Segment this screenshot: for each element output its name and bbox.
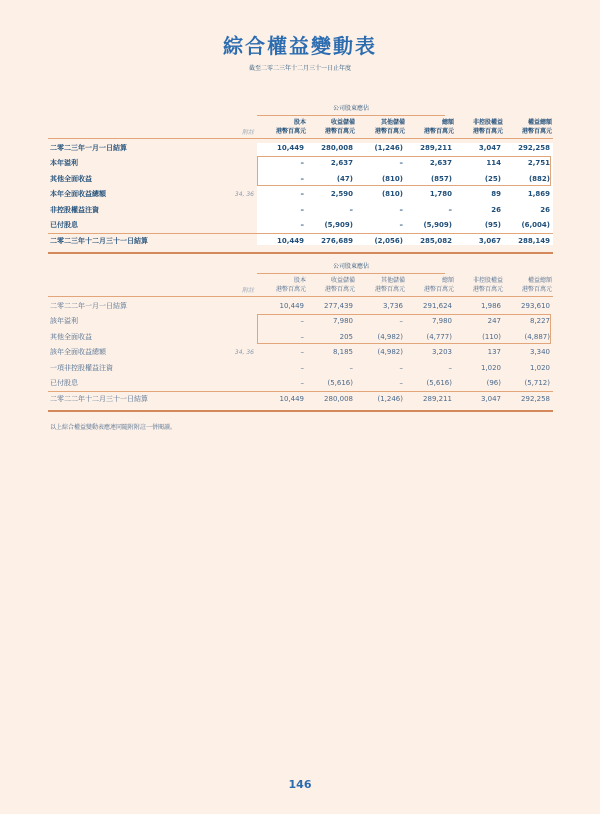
column-unit: 港幣百萬元 (324, 128, 355, 135)
cell-value: 8,227 (529, 317, 550, 326)
column-header (358, 118, 405, 136)
column-unit: 港幣百萬元 (472, 128, 503, 135)
cell-value: (857) (430, 174, 452, 183)
column-name: 非控股權益 (472, 277, 503, 284)
column-name: 股本 (293, 277, 306, 284)
cell-value: – (448, 205, 452, 214)
column-header (259, 276, 306, 294)
cell-value: 3,047 (478, 144, 501, 152)
cell-value: 10,449 (279, 395, 304, 404)
cell-value: 291,624 (423, 302, 452, 310)
cell-value: 26 (540, 205, 550, 214)
cell-value: 293,610 (521, 302, 550, 310)
column-unit: 港幣百萬元 (521, 128, 552, 135)
column-name: 非控股權益 (472, 119, 503, 126)
column-name: 收益儲備 (330, 277, 355, 284)
cell-value: – (300, 379, 304, 387)
cell-value: 10,449 (279, 302, 304, 310)
table-row (48, 299, 553, 314)
column-unit: 港幣百萬元 (374, 286, 405, 293)
cell-value: (1,246) (374, 144, 403, 152)
cell-value: 288,149 (518, 237, 550, 246)
column-name: 其他儲備 (380, 119, 405, 126)
cell-value: 3,067 (478, 237, 501, 246)
cell-value: (882) (528, 174, 550, 183)
cell-value: 292,258 (521, 395, 550, 404)
column-header (456, 276, 503, 294)
cell-value: (5,909) (324, 221, 353, 229)
cell-value: – (399, 221, 403, 229)
cell-value: 3,203 (431, 348, 452, 357)
row-label: 該年全面收益總額 (50, 348, 106, 357)
note-header: 附註 (241, 287, 254, 294)
cell-value: 10,449 (276, 237, 304, 246)
table-row (48, 187, 553, 202)
column-header (358, 276, 405, 294)
column-header (308, 276, 355, 294)
footnote: 以上綜合權益變動表應連同隨附附註一併閱讀。 (50, 424, 177, 431)
cell-value: (810) (381, 174, 403, 183)
cell-value: 89 (491, 190, 501, 199)
cell-value: 3,340 (529, 348, 550, 357)
cell-value: (810) (381, 190, 403, 199)
cell-value: 1,020 (529, 363, 550, 372)
column-header (456, 118, 503, 136)
cell-value: 2,751 (527, 159, 550, 168)
cell-value: – (448, 363, 452, 372)
cell-value: 2,637 (429, 159, 452, 168)
cell-value: (5,909) (423, 221, 452, 229)
cell-value: – (300, 190, 304, 199)
cell-value: (2,056) (374, 237, 403, 246)
row-note: 34, 36 (234, 191, 254, 199)
row-label: 非控股權益注資 (50, 205, 99, 214)
row-label: 其他全面收益 (50, 174, 92, 183)
column-header (505, 276, 552, 294)
cell-value: 289,211 (423, 395, 452, 404)
cell-value: 280,008 (324, 395, 353, 404)
cell-value: 8,185 (332, 348, 353, 357)
column-name: 其他儲備 (380, 277, 405, 284)
column-name: 權益總額 (527, 277, 552, 284)
row-label: 二零二二年十二月三十一日結算 (50, 395, 148, 404)
column-unit: 港幣百萬元 (374, 128, 405, 135)
cell-value: 2,590 (330, 190, 353, 199)
table-row (48, 345, 553, 360)
cell-value: (5,616) (426, 379, 452, 387)
cell-value: (4,982) (377, 332, 403, 341)
cell-value: – (399, 317, 403, 326)
cell-value: 26 (491, 205, 501, 214)
column-name: 總額 (441, 119, 454, 126)
cell-value: 7,980 (332, 317, 353, 326)
column-header (505, 118, 552, 136)
profit-oci-box (257, 156, 551, 186)
column-unit: 港幣百萬元 (423, 128, 454, 135)
row-note: 34, 36 (234, 349, 254, 357)
cell-value: (4,982) (377, 348, 403, 357)
cell-value: – (399, 379, 403, 387)
note-header: 附註 (241, 129, 254, 136)
cell-value: – (300, 332, 304, 341)
column-unit: 港幣百萬元 (423, 286, 454, 293)
header-divider (48, 138, 553, 139)
group-header: 公司股東應佔 (257, 103, 445, 116)
page-title: 綜合權益變動表 (223, 34, 377, 58)
cell-value: 3,736 (382, 302, 403, 310)
total-double-rule (48, 408, 553, 412)
profit-oci-box (257, 314, 551, 344)
cell-value: (95) (484, 221, 501, 229)
cell-value: 247 (487, 317, 501, 326)
cell-value: – (300, 363, 304, 372)
row-label: 二零二三年一月一日結算 (50, 144, 127, 152)
group-header: 公司股東應佔 (257, 261, 445, 274)
cell-value: (5,712) (524, 379, 550, 387)
column-name: 收益儲備 (330, 119, 355, 126)
row-label: 本年全面收益總額 (50, 190, 106, 199)
column-unit: 港幣百萬元 (324, 286, 355, 293)
page-subtitle: 截至二零二三年十二月三十一日止年度 (248, 65, 351, 72)
row-label: 該年溢利 (50, 317, 78, 326)
column-header (407, 118, 454, 136)
column-name: 總額 (441, 277, 454, 284)
cell-value: (25) (484, 174, 501, 183)
table-row (48, 391, 553, 407)
row-label: 一項非控股權益注資 (50, 363, 113, 372)
cell-value: 280,008 (321, 144, 353, 152)
cell-value: – (300, 174, 304, 183)
total-double-rule (48, 250, 553, 254)
cell-value: (96) (486, 379, 501, 387)
row-label: 其他全面收益 (50, 332, 92, 341)
cell-value: 1,020 (480, 363, 501, 372)
cell-value: 3,047 (480, 395, 501, 404)
cell-value: 1,869 (527, 190, 550, 199)
column-unit: 港幣百萬元 (275, 286, 306, 293)
table-row (48, 218, 553, 233)
column-unit: 港幣百萬元 (472, 286, 503, 293)
cell-value: – (300, 205, 304, 214)
cell-value: 292,258 (518, 144, 550, 152)
cell-value: (4,887) (524, 332, 550, 341)
cell-value: (5,616) (327, 379, 353, 387)
cell-value: – (349, 205, 353, 214)
table-row (48, 376, 553, 391)
column-unit: 港幣百萬元 (275, 128, 306, 135)
cell-value: – (399, 363, 403, 372)
cell-value: – (399, 159, 403, 168)
cell-value: 205 (339, 332, 353, 341)
cell-value: 277,439 (324, 302, 353, 310)
header-divider (48, 296, 553, 297)
table-row (48, 361, 553, 376)
row-label: 二零二三年十二月三十一日結算 (50, 237, 148, 246)
cell-value: – (300, 221, 304, 229)
cell-value: (47) (336, 174, 353, 183)
cell-value: 137 (487, 348, 501, 357)
column-header (308, 118, 355, 136)
cell-value: 2,637 (330, 159, 353, 168)
column-header (407, 276, 454, 294)
cell-value: 114 (486, 159, 501, 168)
cell-value: 10,449 (276, 144, 304, 152)
table-row (48, 141, 553, 156)
column-header (259, 118, 306, 136)
column-unit: 港幣百萬元 (521, 286, 552, 293)
table-row (48, 233, 553, 249)
cell-value: 1,780 (429, 190, 452, 199)
cell-value: (110) (482, 332, 501, 341)
cell-value: 7,980 (431, 317, 452, 326)
row-label: 已付股息 (50, 379, 78, 387)
cell-value: 289,211 (420, 144, 452, 152)
cell-value: (6,004) (521, 221, 550, 229)
row-label: 二零二二年一月一日結算 (50, 302, 127, 310)
page-number: 146 (288, 778, 312, 791)
cell-value: (1,246) (377, 395, 403, 404)
row-label: 本年溢利 (50, 159, 78, 168)
cell-value: – (349, 363, 353, 372)
column-name: 權益總額 (527, 119, 552, 126)
row-label: 已付股息 (50, 221, 78, 229)
cell-value: 1,986 (480, 302, 501, 310)
cell-value: – (300, 348, 304, 357)
cell-value: (4,777) (426, 332, 452, 341)
cell-value: 276,689 (321, 237, 353, 246)
cell-value: 285,082 (420, 237, 452, 246)
table-row (48, 203, 553, 218)
column-name: 股本 (293, 119, 306, 126)
cell-value: – (300, 159, 304, 168)
cell-value: – (399, 205, 403, 214)
cell-value: – (300, 317, 304, 326)
